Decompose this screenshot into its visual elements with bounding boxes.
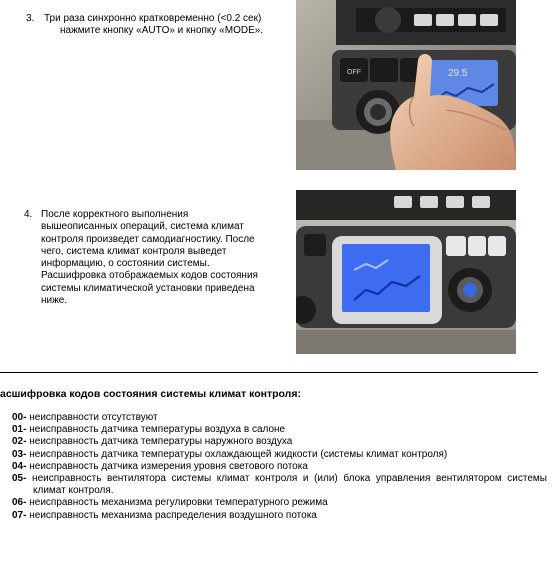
code-number: 04- <box>12 460 27 472</box>
code-number: 05- <box>12 473 27 485</box>
code-number: 02- <box>12 436 27 448</box>
step-3-line-2: нажмите кнопку «AUTO» и кнопку «MODE». <box>60 25 264 37</box>
photo-climate-display-drawing <box>296 190 516 354</box>
off-button-label: OFF <box>347 69 361 76</box>
code-number: 01- <box>12 424 27 436</box>
codes-list <box>12 412 547 522</box>
code-row-07 <box>12 510 547 522</box>
code-row-03 <box>12 449 547 461</box>
code-description: неисправность датчика температуры воздуха в салоне <box>29 424 286 436</box>
code-description: неисправность датчика температуры охлаждающей жидкости (системы климат контроля) <box>29 448 448 460</box>
code-number: 03- <box>12 448 27 460</box>
step-3-number: 3. <box>26 13 35 24</box>
step-4-line-2: вышеописанных операций, система климат <box>41 221 244 233</box>
code-row-05 <box>12 473 547 497</box>
section-divider <box>0 372 538 373</box>
photo-climate-display <box>296 190 516 354</box>
step-4-line-8: ниже. <box>41 295 68 307</box>
code-number: 00- <box>12 412 27 423</box>
code-number: 07- <box>12 509 27 521</box>
step-4-line-7: системы климатической установки приведена <box>41 282 255 294</box>
step-4-line-3: контроля произведет самодиагностику. После <box>41 233 255 245</box>
code-description: неисправность механизма распределения воздушного потока <box>29 509 317 521</box>
photo-pressing-buttons <box>296 0 516 170</box>
code-description: неисправность механизма регулировки температурного режима <box>29 497 328 509</box>
step-3-line-1: Три раза синхронно кратковременно (<0.2 сек) <box>44 13 262 24</box>
code-description: неисправности отсутствуют <box>29 412 158 423</box>
code-row-06 <box>12 497 547 509</box>
step-4-text <box>41 209 258 307</box>
step-4-line-5: информацию, о состоянии системы. <box>41 258 210 270</box>
codes-title: асшифровка кодов состояния системы климат контроля: <box>0 388 301 400</box>
photo-pressing-buttons-drawing <box>296 0 516 170</box>
code-row-01 <box>12 424 547 436</box>
step-4-line-6: Расшифровка отображаемых кодов состояния <box>41 270 258 282</box>
code-row-02 <box>12 436 547 448</box>
code-row-04 <box>12 461 547 473</box>
code-description: неисправность датчика температуры наружного воздуха <box>29 436 293 448</box>
step-4-number: 4. <box>24 209 33 220</box>
display-readout: 29.5 <box>448 68 468 79</box>
step-4-line-1: После корректного выполнения <box>41 209 189 220</box>
code-description: неисправность датчика измерения уровня светового потока <box>29 460 308 472</box>
code-number: 06- <box>12 497 27 509</box>
code-description: неисправность вентилятора системы климат контроля и (или) блока управления вентилятором системы климат контроля. <box>32 473 547 497</box>
step-4-line-4: чего, система климат контроля выведет <box>41 245 227 257</box>
step-3-text <box>44 13 263 38</box>
code-row-00 <box>12 412 547 424</box>
